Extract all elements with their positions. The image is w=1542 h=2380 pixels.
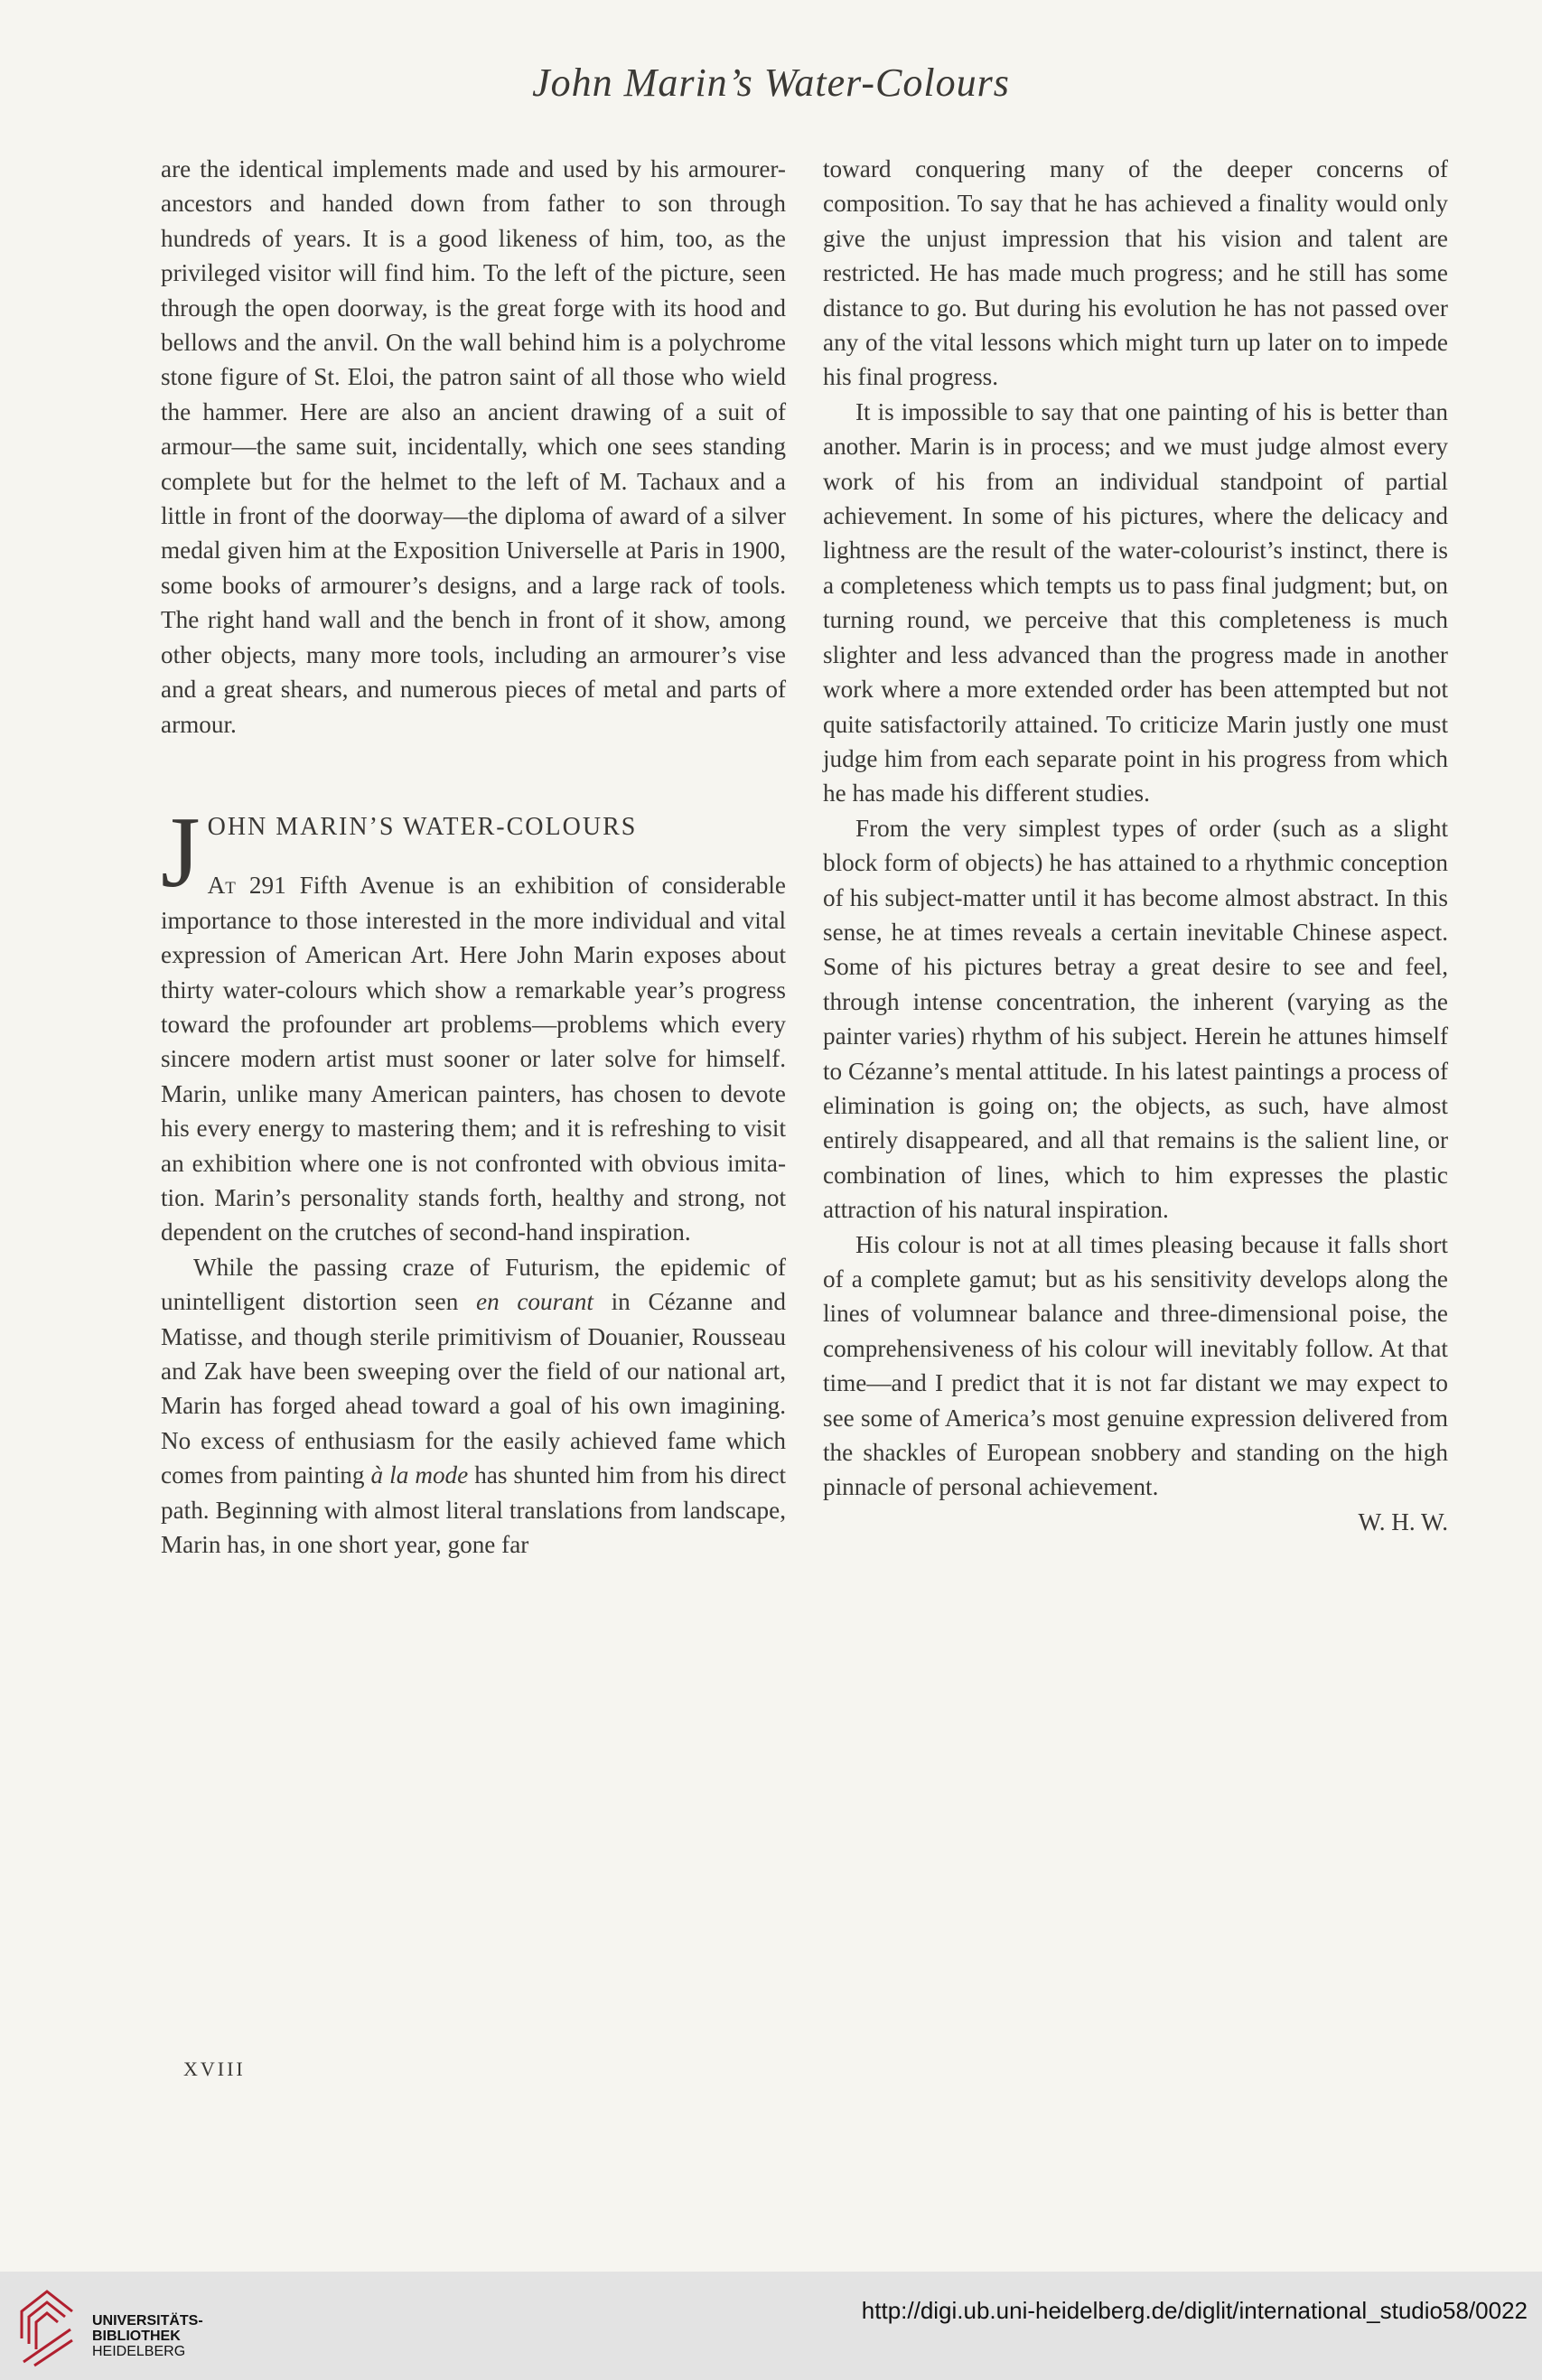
source-url-link[interactable]: http://digi.ub.uni-heidelberg.de/diglit/international_studio58/0022 <box>861 2297 1528 2324</box>
page-folio: XVIII <box>183 2058 246 2080</box>
library-line-3: HEIDELBERG <box>92 2344 186 2359</box>
article-paragraph-2 <box>161 1250 786 1563</box>
library-name <box>92 2313 203 2359</box>
article-heading <box>161 796 786 1250</box>
running-title: John Marin’s Water-Colours <box>532 61 1010 105</box>
drop-cap: J <box>161 796 201 909</box>
italic-en-courant: en courant <box>476 1288 593 1316</box>
library-line-2: BIBLIOTHEK <box>92 2329 181 2344</box>
right-column <box>823 152 1448 1539</box>
digitization-footer <box>0 2272 1542 2380</box>
italic-a-la-mode: à la mode <box>370 1461 469 1489</box>
lead-smallcaps: At <box>207 872 236 900</box>
section-title: OHN MARIN’S WATER-COLOURS <box>207 812 638 841</box>
article-paragraph-1 <box>161 868 786 1249</box>
right-paragraph-1: It is impossible to say that one painting of his is better than another. Marin is in process; and we must judge almost every work of his from an individual standpoint of partial achievement. In some of his pictures, where the delicacy and lightness are the result of the water-colourist’s instinct, there is a completeness which tempts us to pass final judgment; but, on turning round, we perceive that this completeness is much slighter and less advanced than the progress made in another work where a more extended order has been attempted but not quite satisfactorily attained. To criticize Marin justly one must judge him from each separate point in his progress from which he has made his different studies. <box>823 397 1448 807</box>
para2-text-a: While the passing craze of Futurism, the epidemic of unintelligent distortion seen <box>161 1253 786 1316</box>
left-column <box>161 152 786 1562</box>
library-logo-icon <box>16 2284 79 2369</box>
author-signature: W. H. W. <box>1358 1507 1448 1535</box>
para2-text-c: has shunted him from his direct path. Beginning with almost literal translations from landscape, Marin has, in one short year, gone far <box>161 1461 786 1559</box>
right-paragraph-3: His colour is not at all times pleasing because it falls short of a complete gamut; but as his sensitivity develops along the lines of volumnear balance and three-dimensional poise, the comprehensiveness of his colour will inevitably follow. At that time—and I predict that it is not far distant we may expect to see some of America’s most genuine expression delivered from the shackles of European snobbery and standing on the high pinnacle of personal achievement. <box>823 1230 1448 1501</box>
right-continuation-paragraph: toward conquering many of the deeper concerns of composition. To say that he has achieved a finality would only give the unjust impression that his vision and talent are restricted. He has made much progress; and he still has some distance to go. But during his evolution he has not passed over any of the vital lessons which might turn up later on to impede his final progress. <box>823 155 1448 391</box>
para2-text-b: in Cézanne and Matisse, and though sterile primitivism of Douanier, Rousseau and Zak have been sweeping over the field of our national art, Marin has forged ahead toward a goal of his own imagining. No excess of enthusiasm for the easily achieved fame which comes from painting <box>161 1288 786 1489</box>
left-continuation-paragraph: are the identical implements made and used by his armourer-ancestors and handed down from father to son through hundreds of years. It is a good likeness of him, too, as the privileged visitor will find him. To the left of the picture, seen through the open doorway, is the great forge with its hood and bellows and the anvil. On the wall behind him is a polychrome stone figure of St. Eloi, the patron saint of all those who wield the hammer. Here are also an ancient drawing of a suit of armour—the same suit, incidentally, which one sees standing complete but for the helmet to the left of M. Tachaux and a little in front of the doorway—the diploma of award of a silver medal given him at the Exposition Universelle at Paris in 1900, some books of armourer’s designs, and a large rack of tools. The right hand wall and the bench in front of it show, among other objects, many more tools, including an armourer’s vise and a great shears, and numerous pieces of metal and parts of armour. <box>161 155 786 738</box>
right-paragraph-2: From the very simplest types of order (such as a slight block form of objects) he has attained to a rhythmic conception of his subject-matter until it has become almost abstract. In this sense, he at times reveals a certain inevitable Chinese aspect. Some of his pictures betray a great desire to see and feel, through intense concentration, the inherent (varying as the painter varies) rhythm of his subject. Herein he attunes himself to Cézanne’s mental attitude. In his latest paintings a process of elimination is going on; the objects, as such, have almost entirely disappeared, and all that remains is the salient line, or combination of lines, which to him expresses the plastic attraction of his natural inspiration. <box>823 814 1448 1224</box>
para1-text: 291 Fifth Avenue is an exhibition of considerable importance to those interested in the more individual and vital expression of American Art. Here John Marin exposes about thirty water-colours which show a remarkable year’s progress toward the profounder art problems—problems which every sincere modern artist must sooner or later solve for himself. Marin, unlike many American painters, has chosen to devote his every energy to mastering them; and it is refreshing to visit an exhibition where one is not confronted with obvious imitation. Marin’s personality stands forth, healthy and strong, not dependent on the crutches of second-hand inspiration. <box>161 872 786 1246</box>
library-line-1: UNIVERSITÄTS- <box>92 2313 203 2329</box>
